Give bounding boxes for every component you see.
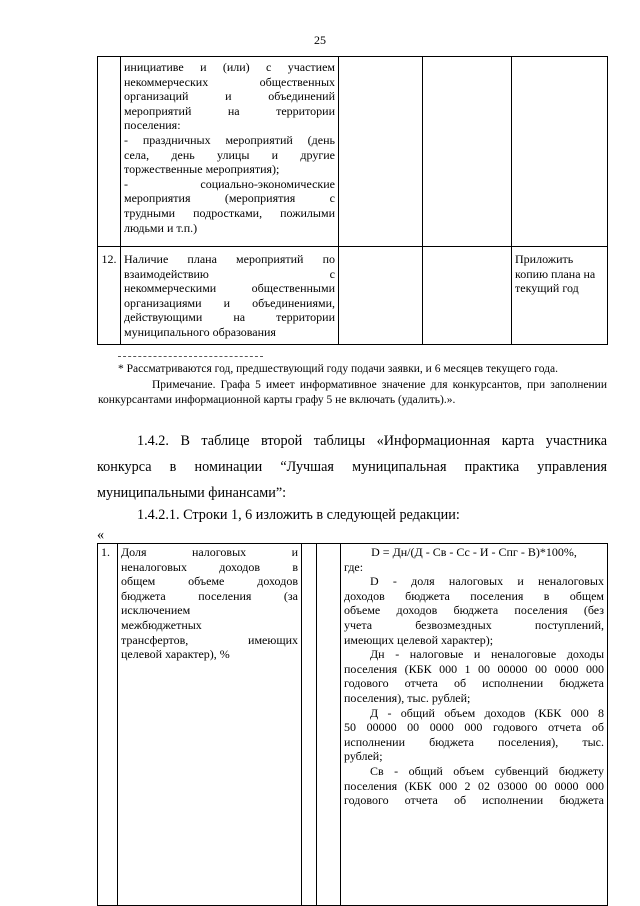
criteria-table-continued bbox=[97, 56, 608, 345]
text-line: годового отчета об исполнении бюджета bbox=[344, 676, 604, 691]
text-line: некоммерческих общественных bbox=[124, 74, 335, 89]
text-line: организациями и объединениями, bbox=[124, 295, 335, 310]
formula-cell bbox=[341, 544, 608, 906]
text-line: рублей; bbox=[344, 749, 383, 764]
text-line: текущий год bbox=[515, 281, 579, 296]
text-line: поселения (КБК 000 2 02 03000 00 0000 000 bbox=[344, 778, 604, 793]
note-line: Примечание. Графа 5 имеет информативное значение для конкурсантов, при заполнении bbox=[152, 379, 607, 391]
text-line: исключением bbox=[121, 603, 191, 618]
text-line: Доля налоговых и bbox=[121, 545, 298, 559]
criterion-cell bbox=[121, 57, 339, 247]
table-row bbox=[98, 57, 608, 247]
replacement-table bbox=[97, 543, 608, 906]
text-line: некоммерческими общественными bbox=[124, 281, 335, 296]
text-line: людьми и т.п.) bbox=[124, 220, 198, 235]
text-line: поселения), тыс. рублей; bbox=[344, 690, 471, 705]
footnote: * Рассматриваются год, предшествующий году подачи заявки, и 6 месяцев текущего года. bbox=[118, 363, 558, 375]
text-line: годового отчета об исполнении бюджета bbox=[344, 793, 604, 808]
paragraph-line: конкурса в номинации “Лучшая муниципальная практика управления bbox=[97, 459, 607, 475]
text-line: поселения: bbox=[124, 118, 181, 133]
text-line: объеме доходов бюджета поселения (без bbox=[344, 603, 604, 618]
empty-cell bbox=[317, 544, 341, 906]
text-line: D - доля налоговых и неналоговых bbox=[370, 574, 604, 589]
empty-cell bbox=[302, 544, 317, 906]
text-line: копию плана на bbox=[515, 266, 596, 281]
page-number: 25 bbox=[314, 33, 326, 47]
text-line: учета безвозмездных поступлений, bbox=[344, 617, 604, 632]
text-line: - социально-экономические bbox=[124, 176, 335, 191]
note-line: конкурсантами информационной карты графу 5 не включать (удалить).». bbox=[98, 394, 456, 406]
formula: D = Дн/(Д - Св - Сс - И - Спг - В)*100%, bbox=[371, 545, 577, 559]
paragraph-line: 1.4.2. В таблице второй таблицы «Информационная карта участника bbox=[137, 433, 607, 449]
criterion-cell bbox=[121, 247, 339, 345]
text-line: инициативе и (или) с участием bbox=[124, 60, 335, 74]
text-line: взаимодействию с bbox=[124, 266, 335, 281]
text-line: 50 00000 00 0000 000 годового отчета об bbox=[344, 720, 604, 735]
text-line: доходов бюджета поселения в общем bbox=[344, 588, 604, 603]
text-line: муниципального образования bbox=[124, 324, 276, 339]
text-line: где: bbox=[344, 559, 364, 574]
text-line: имеющих целевой характер); bbox=[344, 632, 494, 647]
text-line: поселения (КБК 000 1 00 00000 00 0000 000 bbox=[344, 661, 604, 676]
text-line: Приложить bbox=[515, 252, 574, 266]
text-line: мероприятия (мероприятия с bbox=[124, 191, 335, 206]
empty-cell bbox=[423, 247, 512, 345]
text-line: мероприятий на территории bbox=[124, 103, 335, 118]
paragraph-line: муниципальными финансами”: bbox=[97, 485, 287, 501]
note-paragraph bbox=[98, 378, 607, 408]
text-line: организаций и объединений bbox=[124, 89, 335, 104]
text-line: трудными подростками, пожилыми bbox=[124, 205, 335, 220]
row-number-cell bbox=[98, 57, 121, 247]
text-line: села, день улицы и другие bbox=[124, 147, 335, 162]
empty-cell bbox=[339, 57, 423, 247]
opening-quote: « bbox=[97, 527, 105, 543]
text-line: трансфертов, имеющих bbox=[121, 632, 298, 647]
text-line: межбюджетных bbox=[121, 617, 202, 632]
row-number-cell: 1. bbox=[98, 544, 118, 906]
indicator-cell bbox=[118, 544, 302, 906]
text-line: бюджета поселения (за bbox=[121, 588, 298, 603]
table-row bbox=[98, 247, 608, 345]
text-line: неналоговых доходов в bbox=[121, 559, 298, 574]
text-line: Д - общий объем доходов (КБК 000 8 bbox=[370, 705, 604, 720]
text-line: Дн - налоговые и неналоговые доходы bbox=[370, 647, 604, 662]
text-line: исполнении бюджета поселения), тыс. bbox=[344, 734, 604, 749]
paragraph-1-4-2 bbox=[97, 428, 607, 506]
footnote-separator bbox=[118, 356, 263, 357]
note-cell bbox=[512, 57, 608, 247]
text-line: Св - общий объем субвенций бюджету bbox=[370, 763, 604, 778]
row-number-cell: 12. bbox=[98, 247, 121, 345]
text-line: - праздничных мероприятий (день bbox=[124, 132, 335, 147]
note-cell bbox=[512, 247, 608, 345]
text-line: общем объеме доходов bbox=[121, 574, 298, 589]
text-line: действующими на территории bbox=[124, 310, 335, 325]
empty-cell bbox=[423, 57, 512, 247]
text-line: целевой характер), % bbox=[121, 647, 230, 662]
paragraph-1-4-2-1: 1.4.2.1. Строки 1, 6 изложить в следующей редакции: bbox=[137, 507, 460, 523]
table-row bbox=[98, 544, 608, 906]
text-line: торжественные мероприятия); bbox=[124, 162, 280, 177]
text-line: Наличие плана мероприятий по bbox=[124, 252, 335, 266]
empty-cell bbox=[339, 247, 423, 345]
